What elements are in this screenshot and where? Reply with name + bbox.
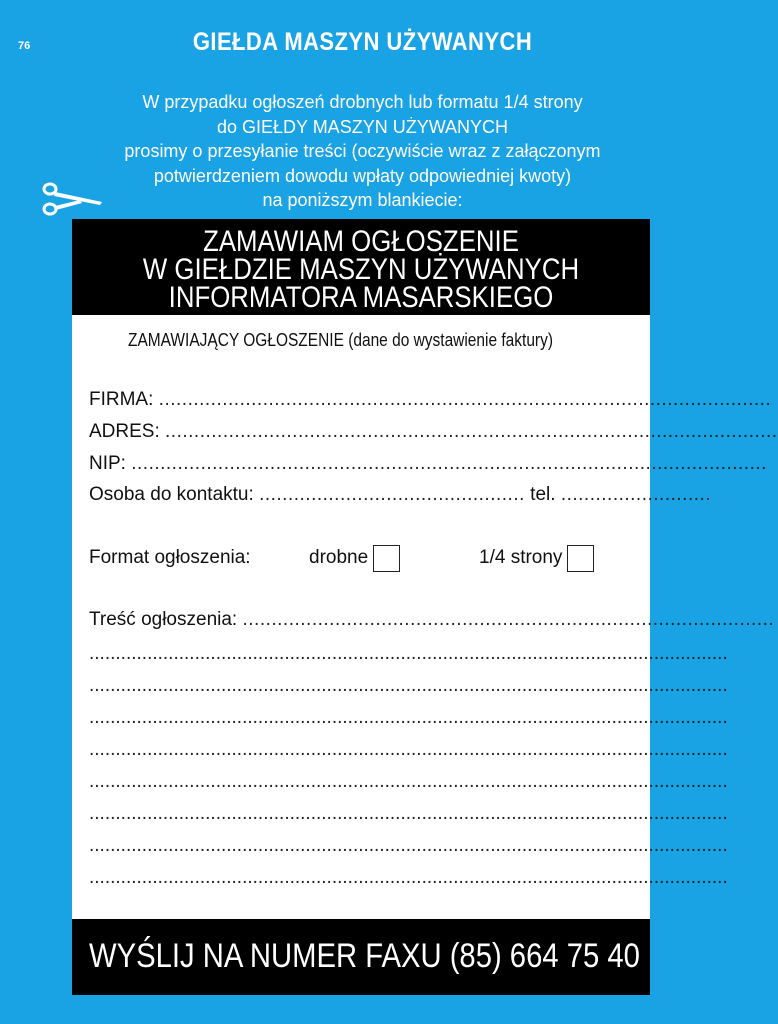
fill-line: .............................................. — [259, 484, 525, 505]
content-line[interactable]: ......................................................................................................................... — [89, 739, 728, 760]
content-line[interactable]: ......................................................................................................................... — [89, 867, 728, 888]
page-title: GIEŁDA MASZYN UŻYWANYCH — [192, 28, 533, 56]
content-line[interactable]: ......................................................................................................................... — [89, 803, 728, 824]
intro-text — [60, 90, 665, 213]
content-line[interactable]: ......................................................................................................................... — [89, 675, 728, 696]
fill-line: .............................................................................................................. — [131, 453, 767, 474]
small-format-checkbox[interactable] — [373, 545, 400, 572]
fill-line: ............................................................................................ — [242, 609, 775, 630]
firma-label: FIRMA: — [89, 389, 154, 410]
content-line[interactable]: ......................................................................................................................... — [89, 707, 728, 728]
content-line[interactable]: ......................................................................................................................... — [89, 771, 728, 792]
order-form — [72, 219, 778, 995]
form-header — [72, 219, 650, 315]
intro-line: do GIEŁDY MASZYN UŻYWANYCH — [216, 116, 509, 137]
firma-field[interactable] — [89, 389, 772, 411]
adres-field[interactable] — [89, 421, 778, 443]
page-number: 76 — [18, 40, 31, 52]
quarter-page-checkbox[interactable] — [567, 545, 594, 572]
adres-label: ADRES: — [89, 421, 160, 442]
option-quarter-label: 1/4 strony — [479, 547, 563, 568]
fax-number-text: WYŚLIJ NA NUMER FAXU (85) 664 75 40 — [89, 937, 640, 975]
fill-line: .......................... — [560, 484, 712, 505]
content-line[interactable]: ......................................................................................................................... — [89, 835, 728, 856]
format-row — [89, 545, 649, 577]
contact-field[interactable] — [89, 484, 712, 506]
form-header-line: W GIEŁDZIE MASZYN UŻYWANYCH — [142, 253, 580, 286]
form-header-line: INFORMATORA MASARSKIEGO — [168, 281, 554, 314]
tel-label: tel. — [530, 484, 556, 505]
nip-label: NIP: — [89, 453, 126, 474]
section-title: ZAMAWIAJĄCY OGŁOSZENIE (dane do wystawienie faktury) — [128, 330, 553, 350]
intro-line: na poniższym blankiecie: — [262, 190, 463, 210]
content-label: Treść ogłoszenia: — [89, 609, 238, 630]
fill-line: .......................................................................................................... — [158, 389, 772, 410]
fill-line: .......................................................................................................... — [165, 421, 778, 442]
intro-line: potwierdzeniem dowodu wpłaty odpowiedniej kwoty) — [153, 165, 572, 186]
content-line[interactable]: ......................................................................................................................... — [89, 643, 728, 664]
content-field[interactable] — [89, 609, 775, 631]
form-header-line: ZAMAWIAM OGŁOSZENIE — [203, 225, 519, 258]
scissors-icon — [40, 180, 104, 220]
option-small-label: drobne — [309, 547, 369, 568]
intro-line: prosimy o przesyłanie treści (oczywiście wraz z załączonym — [124, 141, 601, 161]
nip-field[interactable] — [89, 453, 767, 475]
intro-line: W przypadku ogłoszeń drobnych lub formatu 1/4 strony — [142, 92, 583, 112]
contact-label: Osoba do kontaktu: — [89, 484, 254, 505]
fax-footer — [72, 919, 650, 995]
format-label: Format ogłoszenia: — [89, 547, 251, 568]
